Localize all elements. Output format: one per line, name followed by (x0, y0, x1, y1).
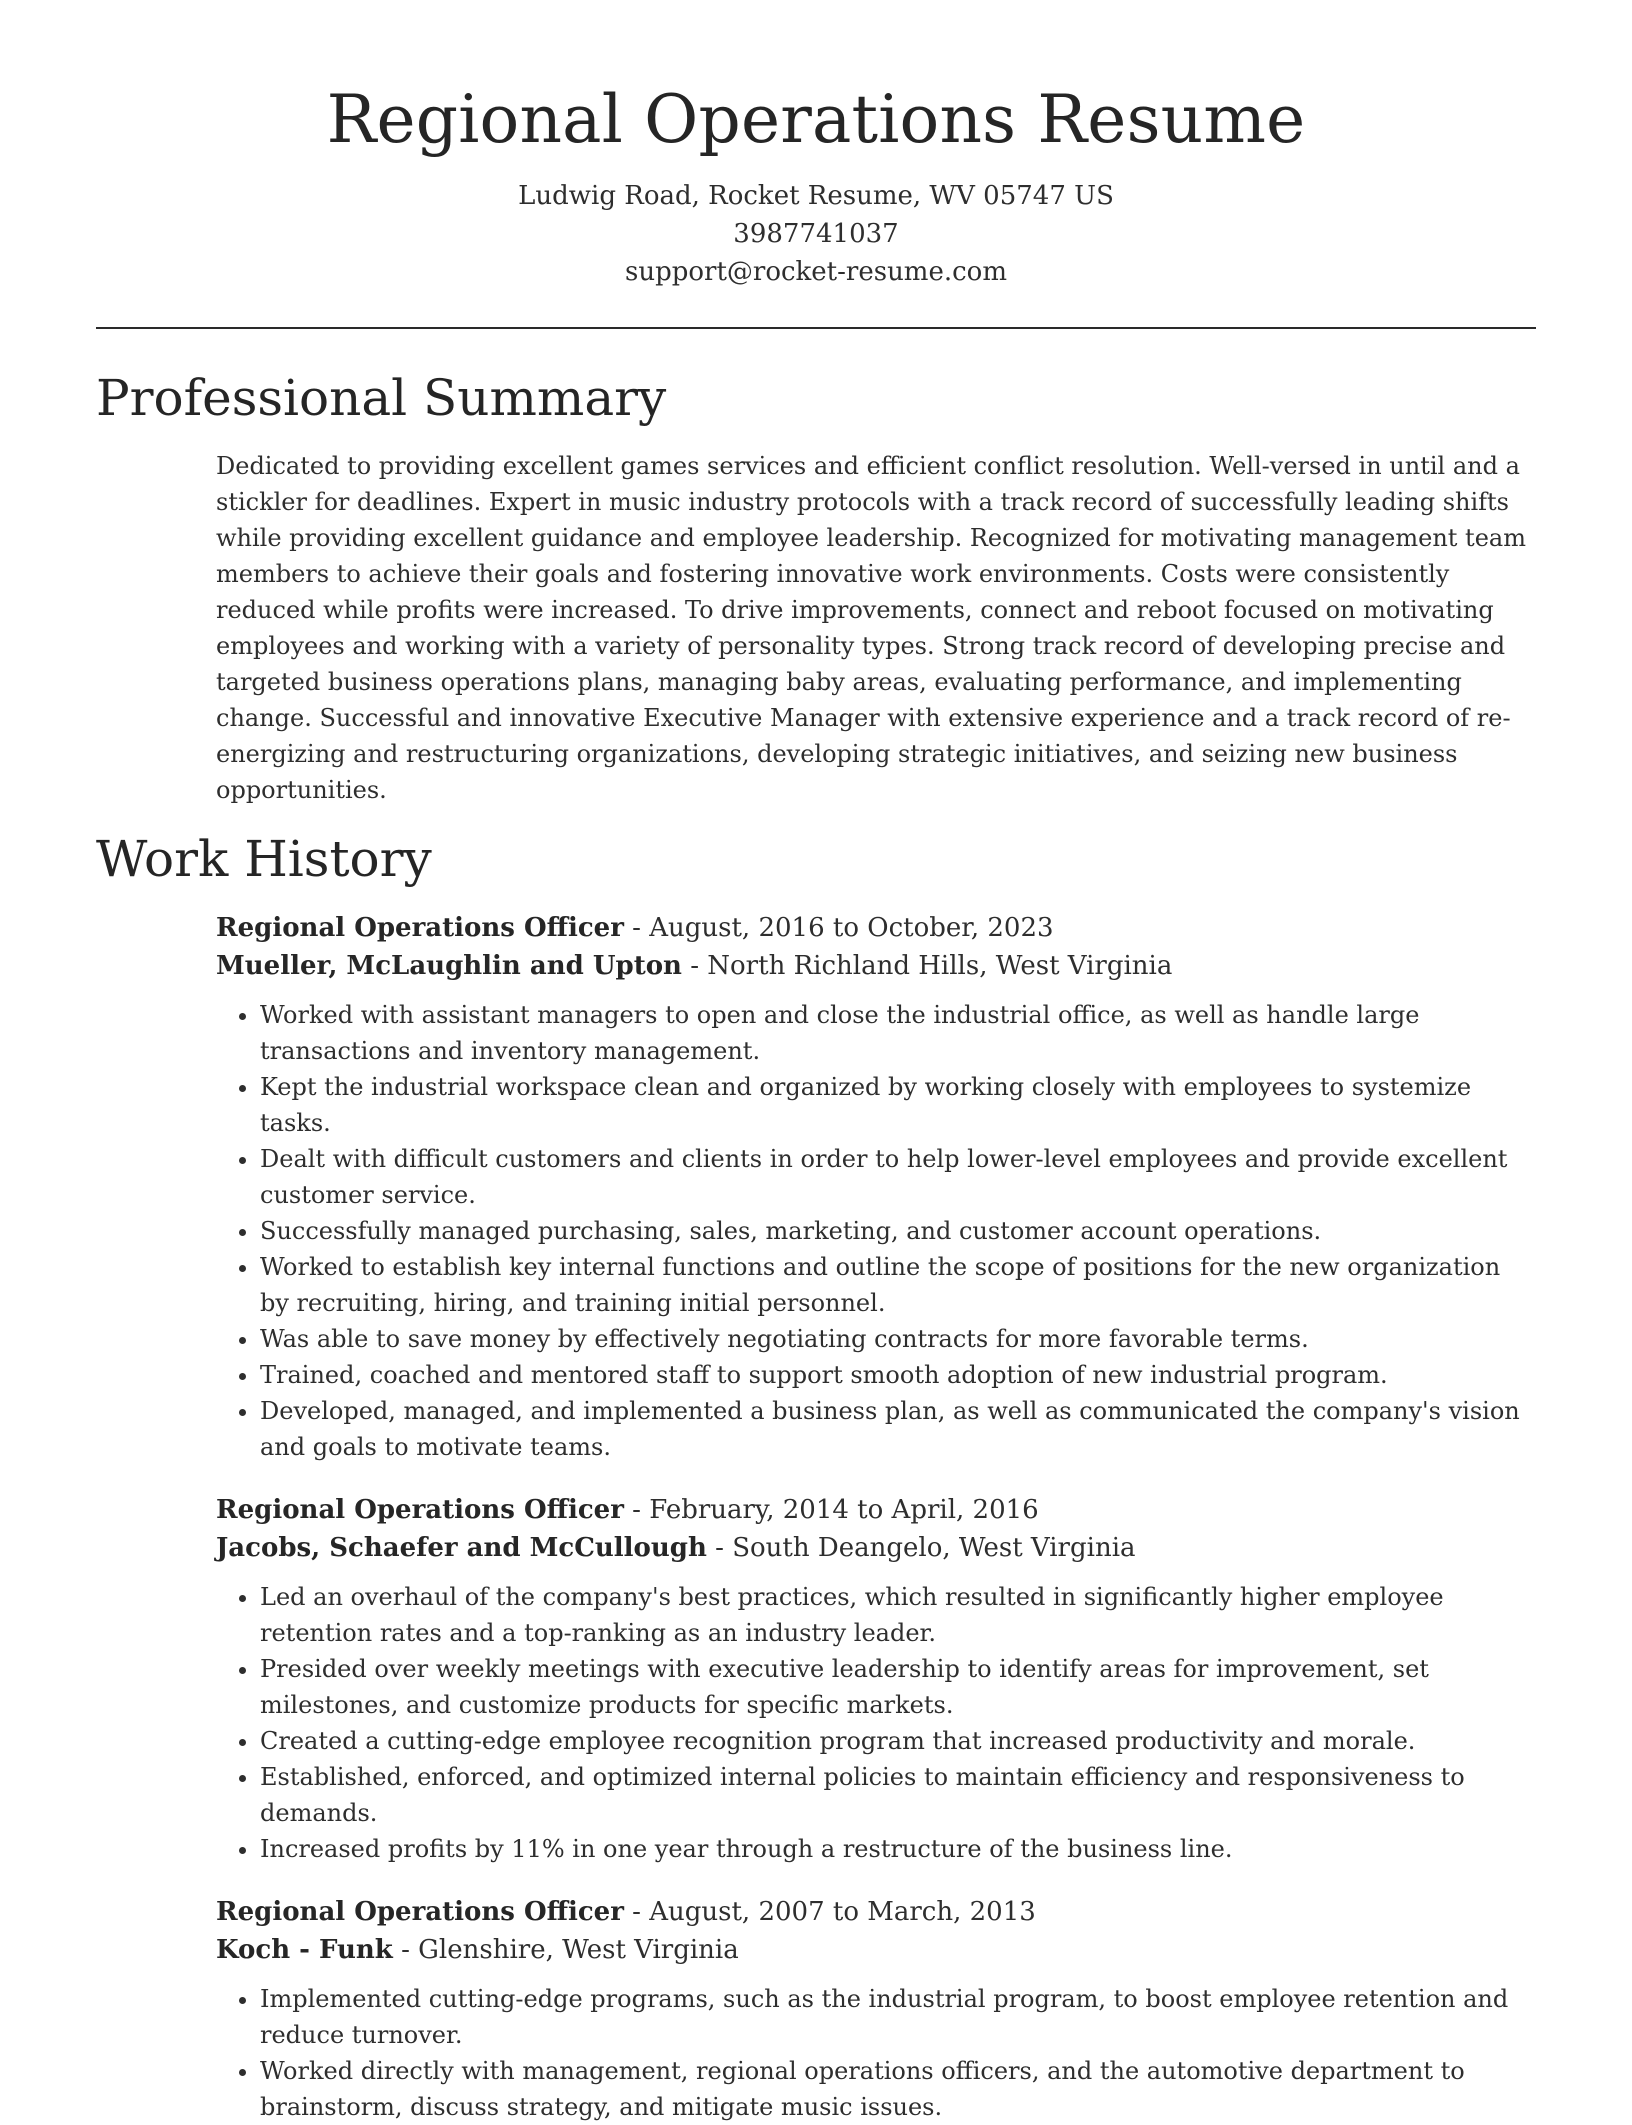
job-bullet: • Kept the industrial workspace clean and organized by working closely with employees to systemize tasks. (260, 1069, 1536, 1141)
job-entry (216, 909, 1536, 1465)
job-entry (216, 1893, 1536, 2125)
job-bullet: • Created a cutting-edge employee recognition program that increased productivity and morale. (260, 1723, 1536, 1759)
job-bullet: • Increased profits by 11% in one year through a restructure of the business line. (260, 1831, 1536, 1867)
job-company-line (216, 1529, 1536, 1567)
contact-phone: 3987741037 (733, 218, 899, 249)
job-dates: - August, 2016 to October, 2023 (623, 912, 1054, 943)
job-title: Regional Operations Officer (216, 912, 624, 943)
job-dates: - August, 2007 to March, 2013 (623, 1896, 1036, 1927)
job-company-line (216, 1931, 1536, 1969)
job-title-line (216, 1893, 1536, 1931)
job-bullet: • Led an overhaul of the company's best practices, which resulted in significantly higher employee retention rates and a top-ranking as an industry leader. (260, 1579, 1536, 1651)
job-title-line (216, 1491, 1536, 1529)
job-bullet: • Presided over weekly meetings with executive leadership to identify areas for improvement, set milestones, and customize products for specific markets. (260, 1651, 1536, 1723)
job-bullet: • Worked to establish key internal functions and outline the scope of positions for the new organization by recruiting, hiring, and training initial personnel. (260, 1249, 1536, 1321)
job-bullet: • Dealt with difficult customers and clients in order to help lower-level employees and provide excellent customer service. (260, 1141, 1536, 1213)
summary-heading: Professional Summary (96, 368, 667, 427)
job-location: - South Deangelo, West Virginia (706, 1532, 1136, 1563)
job-company: Jacobs, Schaefer and McCullough (216, 1532, 707, 1563)
job-company: Koch - Funk (216, 1934, 393, 1965)
job-bullets (216, 1579, 1536, 1867)
contact-address: Ludwig Road, Rocket Resume, WV 05747 US (518, 180, 1114, 211)
job-company: Mueller, McLaughlin and Upton (216, 950, 682, 981)
resume-title: Regional Operations Resume (326, 81, 1306, 158)
job-bullet: • Successfully managed purchasing, sales, marketing, and customer account operations. (260, 1213, 1536, 1249)
contact-email: support@rocket-resume.com (624, 256, 1007, 287)
job-title-line (216, 909, 1536, 947)
job-location: - Glenshire, West Virginia (392, 1934, 739, 1965)
summary-text: Dedicated to providing excellent games services and efficient conflict resolution. Well-versed in until and a stickler for deadlines. Expert in music industry protocols with a track record of successfully leading shifts while providing excellent guidance and employee leadership. Recognized for motivating management team members to achieve their goals and fostering innovative work environments. Costs were consistently reduced while profits were increased. To drive improvements, connect and reboot focused on motivating employees and working with a variety of personality types. Strong track record of developing precise and targeted business operations plans, managing baby areas, evaluating performance, and implementing change. Successful and innovative Executive Manager with extensive experience and a track record of re-energizing and restructuring organizations, developing strategic initiatives, and seizing new business opportunities. (216, 451, 1526, 804)
job-bullet: • Established, enforced, and optimized internal policies to maintain efficiency and responsiveness to demands. (260, 1759, 1536, 1831)
job-bullet: • Worked directly with management, regional operations officers, and the automotive department to brainstorm, discuss strategy, and mitigate music issues. (260, 2053, 1536, 2125)
resume-header (96, 0, 1536, 291)
job-dates: - February, 2014 to April, 2016 (623, 1494, 1039, 1525)
job-title: Regional Operations Officer (216, 1494, 624, 1525)
work-history-heading: Work History (96, 829, 432, 888)
job-entry (216, 1491, 1536, 1867)
job-title: Regional Operations Officer (216, 1896, 624, 1927)
job-bullet: • Developed, managed, and implemented a business plan, as well as communicated the company's vision and goals to motivate teams. (260, 1393, 1536, 1465)
job-bullets (216, 997, 1536, 1465)
header-divider (96, 327, 1536, 329)
job-location: - North Richland Hills, West Virginia (681, 950, 1173, 981)
work-history-list (96, 909, 1536, 2125)
job-company-line (216, 947, 1536, 985)
job-bullet: • Trained, coached and mentored staff to support smooth adoption of new industrial program. (260, 1357, 1536, 1393)
job-bullet: • Implemented cutting-edge programs, such as the industrial program, to boost employee retention and reduce turnover. (260, 1981, 1536, 2053)
job-bullets (216, 1981, 1536, 2125)
job-bullet: • Worked with assistant managers to open and close the industrial office, as well as handle large transactions and inventory management. (260, 997, 1536, 1069)
job-bullet: • Was able to save money by effectively negotiating contracts for more favorable terms. (260, 1321, 1536, 1357)
